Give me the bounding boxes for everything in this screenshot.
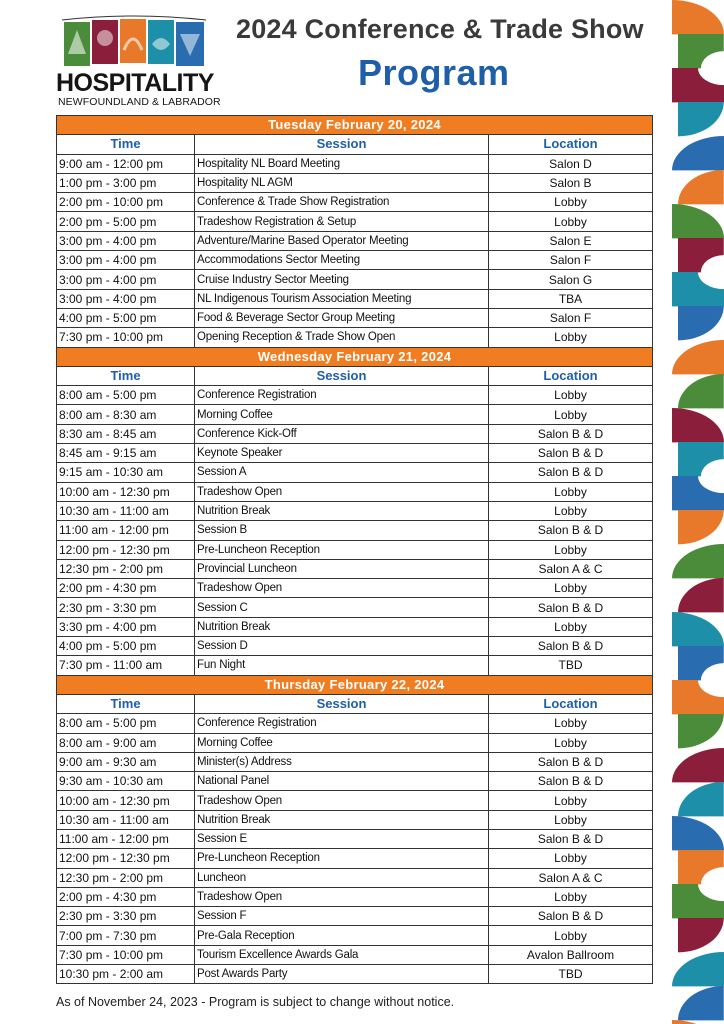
time-cell: 4:00 pm - 5:00 pm	[57, 637, 195, 656]
day-header-row	[57, 675, 653, 694]
location-cell: Salon B & D	[489, 463, 653, 482]
time-cell: 7:30 pm - 10:00 pm	[57, 328, 195, 347]
time-cell: 4:00 pm - 5:00 pm	[57, 308, 195, 327]
time-cell: 12:00 pm - 12:30 pm	[57, 849, 195, 868]
time-cell: 3:00 pm - 4:00 pm	[57, 289, 195, 308]
decorative-shape	[678, 306, 724, 340]
column-header-session: Session	[195, 694, 489, 713]
table-row	[57, 907, 653, 926]
session-cell: Pre-Luncheon Reception	[195, 849, 489, 868]
table-row	[57, 521, 653, 540]
table-row	[57, 733, 653, 752]
time-cell: 3:00 pm - 4:00 pm	[57, 251, 195, 270]
table-row	[57, 154, 653, 173]
table-row	[57, 887, 653, 906]
location-cell: Lobby	[489, 714, 653, 733]
table-row	[57, 752, 653, 771]
decorative-shape	[672, 748, 724, 782]
table-row	[57, 926, 653, 945]
table-row	[57, 386, 653, 405]
hospitality-nl-logo	[56, 10, 221, 108]
table-row	[57, 579, 653, 598]
decorative-shape	[672, 0, 724, 34]
decorative-side-pattern	[672, 0, 724, 1024]
location-cell: Salon B & D	[489, 598, 653, 617]
decorative-shape	[672, 204, 724, 238]
location-cell: Lobby	[489, 926, 653, 945]
column-header-session: Session	[195, 135, 489, 154]
time-cell: 12:30 pm - 2:00 pm	[57, 559, 195, 578]
session-cell: Pre-Luncheon Reception	[195, 540, 489, 559]
table-row	[57, 772, 653, 791]
table-row	[57, 231, 653, 250]
table-row	[57, 656, 653, 675]
location-cell: TBA	[489, 289, 653, 308]
session-cell: NL Indigenous Tourism Association Meeting	[195, 289, 489, 308]
session-cell: Keynote Speaker	[195, 444, 489, 463]
location-cell: Salon B & D	[489, 829, 653, 848]
time-cell: 7:30 pm - 11:00 am	[57, 656, 195, 675]
decorative-shape	[672, 136, 724, 170]
session-cell: Nutrition Break	[195, 810, 489, 829]
location-cell: Lobby	[489, 328, 653, 347]
table-row	[57, 444, 653, 463]
table-row	[57, 270, 653, 289]
location-cell: Lobby	[489, 617, 653, 636]
session-cell: Post Awards Party	[195, 965, 489, 984]
decorative-shape	[678, 646, 724, 680]
table-row	[57, 849, 653, 868]
session-cell: Tradeshow Open	[195, 579, 489, 598]
location-cell: Salon B & D	[489, 444, 653, 463]
time-cell: 9:30 am - 10:30 am	[57, 772, 195, 791]
table-row	[57, 251, 653, 270]
column-header-time: Time	[57, 366, 195, 385]
column-header-row	[57, 366, 653, 385]
session-cell: Adventure/Marine Based Operator Meeting	[195, 231, 489, 250]
time-cell: 3:00 pm - 4:00 pm	[57, 231, 195, 250]
program-table	[56, 115, 653, 984]
time-cell: 2:30 pm - 3:30 pm	[57, 907, 195, 926]
table-row	[57, 945, 653, 964]
table-row	[57, 965, 653, 984]
decorative-shape	[672, 68, 724, 102]
location-cell: Salon F	[489, 308, 653, 327]
page-title: 2024 Conference & Trade Show	[236, 14, 644, 44]
session-cell: Conference Registration	[195, 386, 489, 405]
session-cell: Session F	[195, 907, 489, 926]
session-cell: Tradeshow Open	[195, 482, 489, 501]
time-cell: 8:00 am - 5:00 pm	[57, 714, 195, 733]
time-cell: 10:00 am - 12:30 pm	[57, 791, 195, 810]
location-cell: Lobby	[489, 887, 653, 906]
session-cell: Nutrition Break	[195, 501, 489, 520]
table-row	[57, 193, 653, 212]
location-cell: Lobby	[489, 849, 653, 868]
location-cell: Salon E	[489, 231, 653, 250]
time-cell: 3:30 pm - 4:00 pm	[57, 617, 195, 636]
day-title: Tuesday February 20, 2024	[57, 116, 653, 135]
time-cell: 8:45 am - 9:15 am	[57, 444, 195, 463]
time-cell: 10:30 am - 11:00 am	[57, 810, 195, 829]
location-cell: Avalon Ballroom	[489, 945, 653, 964]
decorative-shape	[672, 680, 724, 714]
location-cell: Lobby	[489, 405, 653, 424]
time-cell: 7:30 pm - 10:00 pm	[57, 945, 195, 964]
page-subtitle: Program	[358, 52, 510, 93]
decorative-shape	[672, 816, 724, 850]
location-cell: Lobby	[489, 482, 653, 501]
day-title: Thursday February 22, 2024	[57, 675, 653, 694]
decorative-shape	[678, 442, 724, 476]
location-cell: Salon B & D	[489, 521, 653, 540]
column-header-time: Time	[57, 694, 195, 713]
table-row	[57, 212, 653, 231]
session-cell: Session B	[195, 521, 489, 540]
decorative-shape	[672, 476, 724, 510]
session-cell: Minister(s) Address	[195, 752, 489, 771]
time-cell: 1:00 pm - 3:00 pm	[57, 173, 195, 192]
session-cell: Tradeshow Open	[195, 887, 489, 906]
table-row	[57, 598, 653, 617]
table-row	[57, 328, 653, 347]
column-header-session: Session	[195, 366, 489, 385]
location-cell: Salon D	[489, 154, 653, 173]
location-cell: Salon B & D	[489, 752, 653, 771]
location-cell: TBD	[489, 656, 653, 675]
session-cell: Morning Coffee	[195, 733, 489, 752]
location-cell: Lobby	[489, 193, 653, 212]
decorative-shape	[678, 34, 724, 68]
decorative-shape	[672, 952, 724, 986]
time-cell: 12:00 pm - 12:30 pm	[57, 540, 195, 559]
column-header-row	[57, 135, 653, 154]
session-cell: Session E	[195, 829, 489, 848]
session-cell: Session D	[195, 637, 489, 656]
time-cell: 8:00 am - 5:00 pm	[57, 386, 195, 405]
time-cell: 12:30 pm - 2:00 pm	[57, 868, 195, 887]
day-header-row	[57, 347, 653, 366]
location-cell: Lobby	[489, 579, 653, 598]
location-cell: Salon A & C	[489, 868, 653, 887]
table-row	[57, 463, 653, 482]
table-row	[57, 810, 653, 829]
session-cell: Provincial Luncheon	[195, 559, 489, 578]
location-cell: Lobby	[489, 791, 653, 810]
table-row	[57, 540, 653, 559]
table-row	[57, 482, 653, 501]
decorative-shape	[678, 986, 724, 1020]
session-cell: Tourism Excellence Awards Gala	[195, 945, 489, 964]
decorative-shape	[672, 1020, 724, 1024]
time-cell: 8:00 am - 9:00 am	[57, 733, 195, 752]
decorative-shape	[678, 782, 724, 816]
logo-brand-text: HOSPITALITY	[56, 69, 214, 97]
table-row	[57, 501, 653, 520]
location-cell: Salon G	[489, 270, 653, 289]
decorative-shape	[678, 850, 724, 884]
session-cell: Fun Night	[195, 656, 489, 675]
decorative-shape	[678, 102, 724, 136]
location-cell: TBD	[489, 965, 653, 984]
session-cell: Morning Coffee	[195, 405, 489, 424]
session-cell: Opening Reception & Trade Show Open	[195, 328, 489, 347]
time-cell: 8:30 am - 8:45 am	[57, 424, 195, 443]
session-cell: National Panel	[195, 772, 489, 791]
decorative-shape	[678, 714, 724, 748]
table-row	[57, 714, 653, 733]
session-cell: Conference Registration	[195, 714, 489, 733]
location-cell: Lobby	[489, 733, 653, 752]
column-header-row	[57, 694, 653, 713]
time-cell: 2:00 pm - 4:30 pm	[57, 579, 195, 598]
decorative-shape	[678, 918, 724, 952]
decorative-shape	[678, 170, 724, 204]
time-cell: 11:00 am - 12:00 pm	[57, 829, 195, 848]
location-cell: Salon B	[489, 173, 653, 192]
table-row	[57, 829, 653, 848]
time-cell: 10:00 am - 12:30 pm	[57, 482, 195, 501]
time-cell: 7:00 pm - 7:30 pm	[57, 926, 195, 945]
location-cell: Salon B & D	[489, 424, 653, 443]
location-cell: Salon F	[489, 251, 653, 270]
decorative-shape	[672, 340, 724, 374]
session-cell: Accommodations Sector Meeting	[195, 251, 489, 270]
column-header-location: Location	[489, 694, 653, 713]
location-cell: Lobby	[489, 540, 653, 559]
table-row	[57, 405, 653, 424]
decorative-shape	[678, 374, 724, 408]
time-cell: 3:00 pm - 4:00 pm	[57, 270, 195, 289]
decorative-shape	[672, 272, 724, 306]
session-cell: Hospitality NL Board Meeting	[195, 154, 489, 173]
column-header-location: Location	[489, 135, 653, 154]
session-cell: Nutrition Break	[195, 617, 489, 636]
decorative-shape	[672, 612, 724, 646]
day-title: Wednesday February 21, 2024	[57, 347, 653, 366]
session-cell: Food & Beverage Sector Group Meeting	[195, 308, 489, 327]
footer-note: As of November 24, 2023 - Program is subject to change without notice.	[56, 995, 455, 1009]
session-cell: Session C	[195, 598, 489, 617]
time-cell: 11:00 am - 12:00 pm	[57, 521, 195, 540]
table-row	[57, 173, 653, 192]
time-cell: 2:00 pm - 10:00 pm	[57, 193, 195, 212]
flag-banner-icon	[60, 14, 208, 70]
table-row	[57, 289, 653, 308]
time-cell: 9:00 am - 12:00 pm	[57, 154, 195, 173]
session-cell: Cruise Industry Sector Meeting	[195, 270, 489, 289]
time-cell: 10:30 am - 11:00 am	[57, 501, 195, 520]
session-cell: Pre-Gala Reception	[195, 926, 489, 945]
session-cell: Conference & Trade Show Registration	[195, 193, 489, 212]
table-row	[57, 617, 653, 636]
table-row	[57, 637, 653, 656]
session-cell: Luncheon	[195, 868, 489, 887]
decorative-shape	[672, 408, 724, 442]
time-cell: 2:00 pm - 4:30 pm	[57, 887, 195, 906]
decorative-shape	[678, 578, 724, 612]
location-cell: Salon B & D	[489, 907, 653, 926]
location-cell: Lobby	[489, 810, 653, 829]
table-row	[57, 868, 653, 887]
location-cell: Salon B & D	[489, 637, 653, 656]
table-row	[57, 559, 653, 578]
time-cell: 2:00 pm - 5:00 pm	[57, 212, 195, 231]
time-cell: 9:15 am - 10:30 am	[57, 463, 195, 482]
table-row	[57, 791, 653, 810]
logo-subtitle: NEWFOUNDLAND & LABRADOR	[58, 96, 221, 108]
time-cell: 9:00 am - 9:30 am	[57, 752, 195, 771]
decorative-shape	[678, 510, 724, 544]
decorative-shape	[672, 884, 724, 918]
decorative-shape	[678, 238, 724, 272]
session-cell: Conference Kick-Off	[195, 424, 489, 443]
location-cell: Lobby	[489, 501, 653, 520]
column-header-location: Location	[489, 366, 653, 385]
table-row	[57, 424, 653, 443]
day-header-row	[57, 116, 653, 135]
session-cell: Tradeshow Registration & Setup	[195, 212, 489, 231]
location-cell: Salon B & D	[489, 772, 653, 791]
location-cell: Salon A & C	[489, 559, 653, 578]
column-header-time: Time	[57, 135, 195, 154]
location-cell: Lobby	[489, 386, 653, 405]
decorative-shape	[672, 544, 724, 578]
location-cell: Lobby	[489, 212, 653, 231]
session-cell: Hospitality NL AGM	[195, 173, 489, 192]
table-row	[57, 308, 653, 327]
session-cell: Session A	[195, 463, 489, 482]
time-cell: 10:30 pm - 2:00 am	[57, 965, 195, 984]
session-cell: Tradeshow Open	[195, 791, 489, 810]
time-cell: 2:30 pm - 3:30 pm	[57, 598, 195, 617]
time-cell: 8:00 am - 8:30 am	[57, 405, 195, 424]
